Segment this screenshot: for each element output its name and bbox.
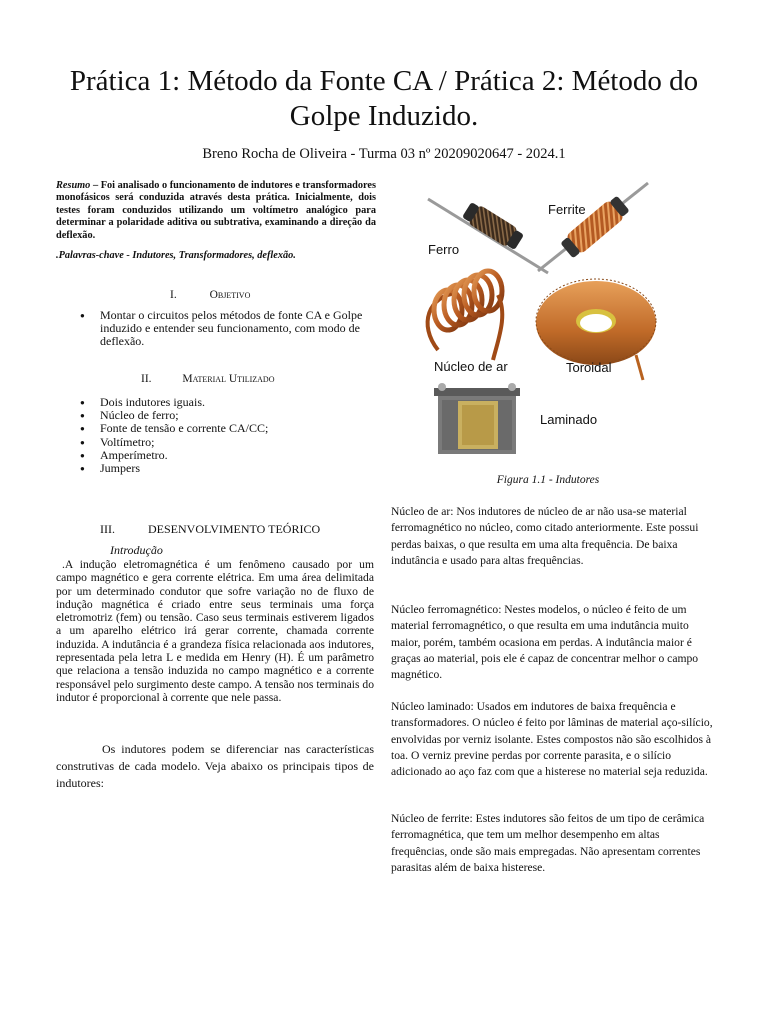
list-item: ● Dois indutores iguais. xyxy=(78,396,378,409)
section-number: II. xyxy=(141,373,152,385)
label-air-core: Núcleo de ar xyxy=(434,359,508,374)
section-title: DESENVOLVIMENTO TEÓRICO xyxy=(148,522,321,536)
ferrite-core-paragraph: Núcleo de ferrite: Estes indutores são feitos de um tipo de cerâmica ferromagnética, que tem um melhor desempenho em altas frequências, onde são mais empregadas. Não apresentam correntes parasitas além de baixa histerese. xyxy=(391,812,705,874)
section-title: Objetivo xyxy=(209,289,251,301)
keywords: .Palavras-chave - Indutores, Transformadores, deflexão. xyxy=(56,250,296,261)
section-number: III. xyxy=(100,522,115,536)
label-ferrite: Ferrite xyxy=(548,202,586,217)
intro-paragraph: .A indução eletromagnética é um fenômeno causado por um campo magnético e gera corrente elétrica. Em uma área delimitada por um determinado condutor que sofre variação no de fluxo de indução magnética é criado entre seus terminais uma força eletromotriz (fem) ou tensão. Caso seus terminais estiverem ligados a um aparelho elétrico irá gerar corrente, chamada corrente induzida. A indutância é a grandeza física relacionada aos indutores, representada pela letra L e medida em Henry (H). É um parâmetro que relaciona a tensão induzida no campo magnético e a corrente responsável pelo surgimento deste campo. A tensão nos terminais do indutor é proporcional à corrente que nele passa. xyxy=(56,558,374,704)
figure-caption: Figura 1.1 - Indutores xyxy=(496,474,600,486)
objective-list xyxy=(78,309,378,349)
list-item: ● Fonte de tensão e corrente CA/CC; xyxy=(78,422,378,435)
list-item: ● Núcleo de ferro; xyxy=(78,409,378,422)
label-ferro: Ferro xyxy=(428,242,460,257)
subsection-title: Introdução xyxy=(110,543,163,557)
air-core-paragraph: Núcleo de ar: Nos indutores de núcleo de ar não usa-se material ferromagnético no núcleo, como citado anteriormente. Este possui perdas baixas, o que resulta em uma alta frequência. De baixa indutância e usado para altas frequências. xyxy=(391,505,699,567)
abstract xyxy=(56,180,376,242)
laminated-core-paragraph: Núcleo laminado: Usados em indutores de baixa frequência e transformadores. O núcleo é feito por lâminas de material aço-silício, envolvidas por verniz isolante. Estes compostos não são escolhidos à toa. O verniz previne perdas por corrente parasita, e o silício adicionado ao aço faz com que a histerese no material seja reduzida. xyxy=(391,700,713,779)
inductors-figure xyxy=(398,175,698,471)
author-byline: Breno Rocha de Oliveira - Turma 03 nº 20209020647 - 2024.1 xyxy=(202,146,566,162)
page-title: Prática 1: Método da Fonte CA / Prática 2: Método do Golpe Induzido. xyxy=(69,65,699,132)
label-toroidal: Toroidal xyxy=(566,360,612,375)
list-item: ● Voltímetro; xyxy=(78,436,378,449)
ferromagnetic-core-paragraph: Núcleo ferromagnético: Nestes modelos, o núcleo é feito de um material ferromagnético, o que resulta em uma indutância muito maior, porém, também ocasiona em perdas. A indutância maior é graças ao material, pois ele é capaz de concentrar melhor o campo magnético. xyxy=(391,603,699,682)
ferrite-core-inductor xyxy=(538,183,648,271)
section-development-heading xyxy=(100,522,320,537)
air-core-inductor xyxy=(428,271,503,360)
materials-list xyxy=(78,396,378,475)
list-item: ● Amperímetro. xyxy=(78,449,378,462)
laminated-core-inductor xyxy=(434,383,520,454)
label-laminated: Laminado xyxy=(540,412,598,427)
section-number: I. xyxy=(170,289,177,301)
list-item: ● Jumpers xyxy=(78,462,378,475)
section-materials-heading xyxy=(141,373,274,385)
iron-core-inductor xyxy=(428,199,548,273)
abstract-label: Resumo xyxy=(56,180,91,191)
types-paragraph: Os indutores podem se diferenciar nas características construtivas de cada modelo. Veja abaixo os principais tipos de indutores: xyxy=(56,742,374,790)
list-item: ● Montar o circuitos pelos métodos de fonte CA e Golpe induzido e entender seu funcionamento, com modo de deflexão. xyxy=(78,309,378,349)
section-objective-heading xyxy=(170,289,250,301)
abstract-text: – Foi analisado o funcionamento de indutores e transformadores monofásicos será conduzida através desta prática. Inicialmente, dois testes foram conduzidos utilizando um voltímetro analógico para determinar a polaridade aditiva ou subtrativa, examinando a direção da deflexão. xyxy=(56,180,376,241)
section-title: Material Utilizado xyxy=(182,373,275,385)
